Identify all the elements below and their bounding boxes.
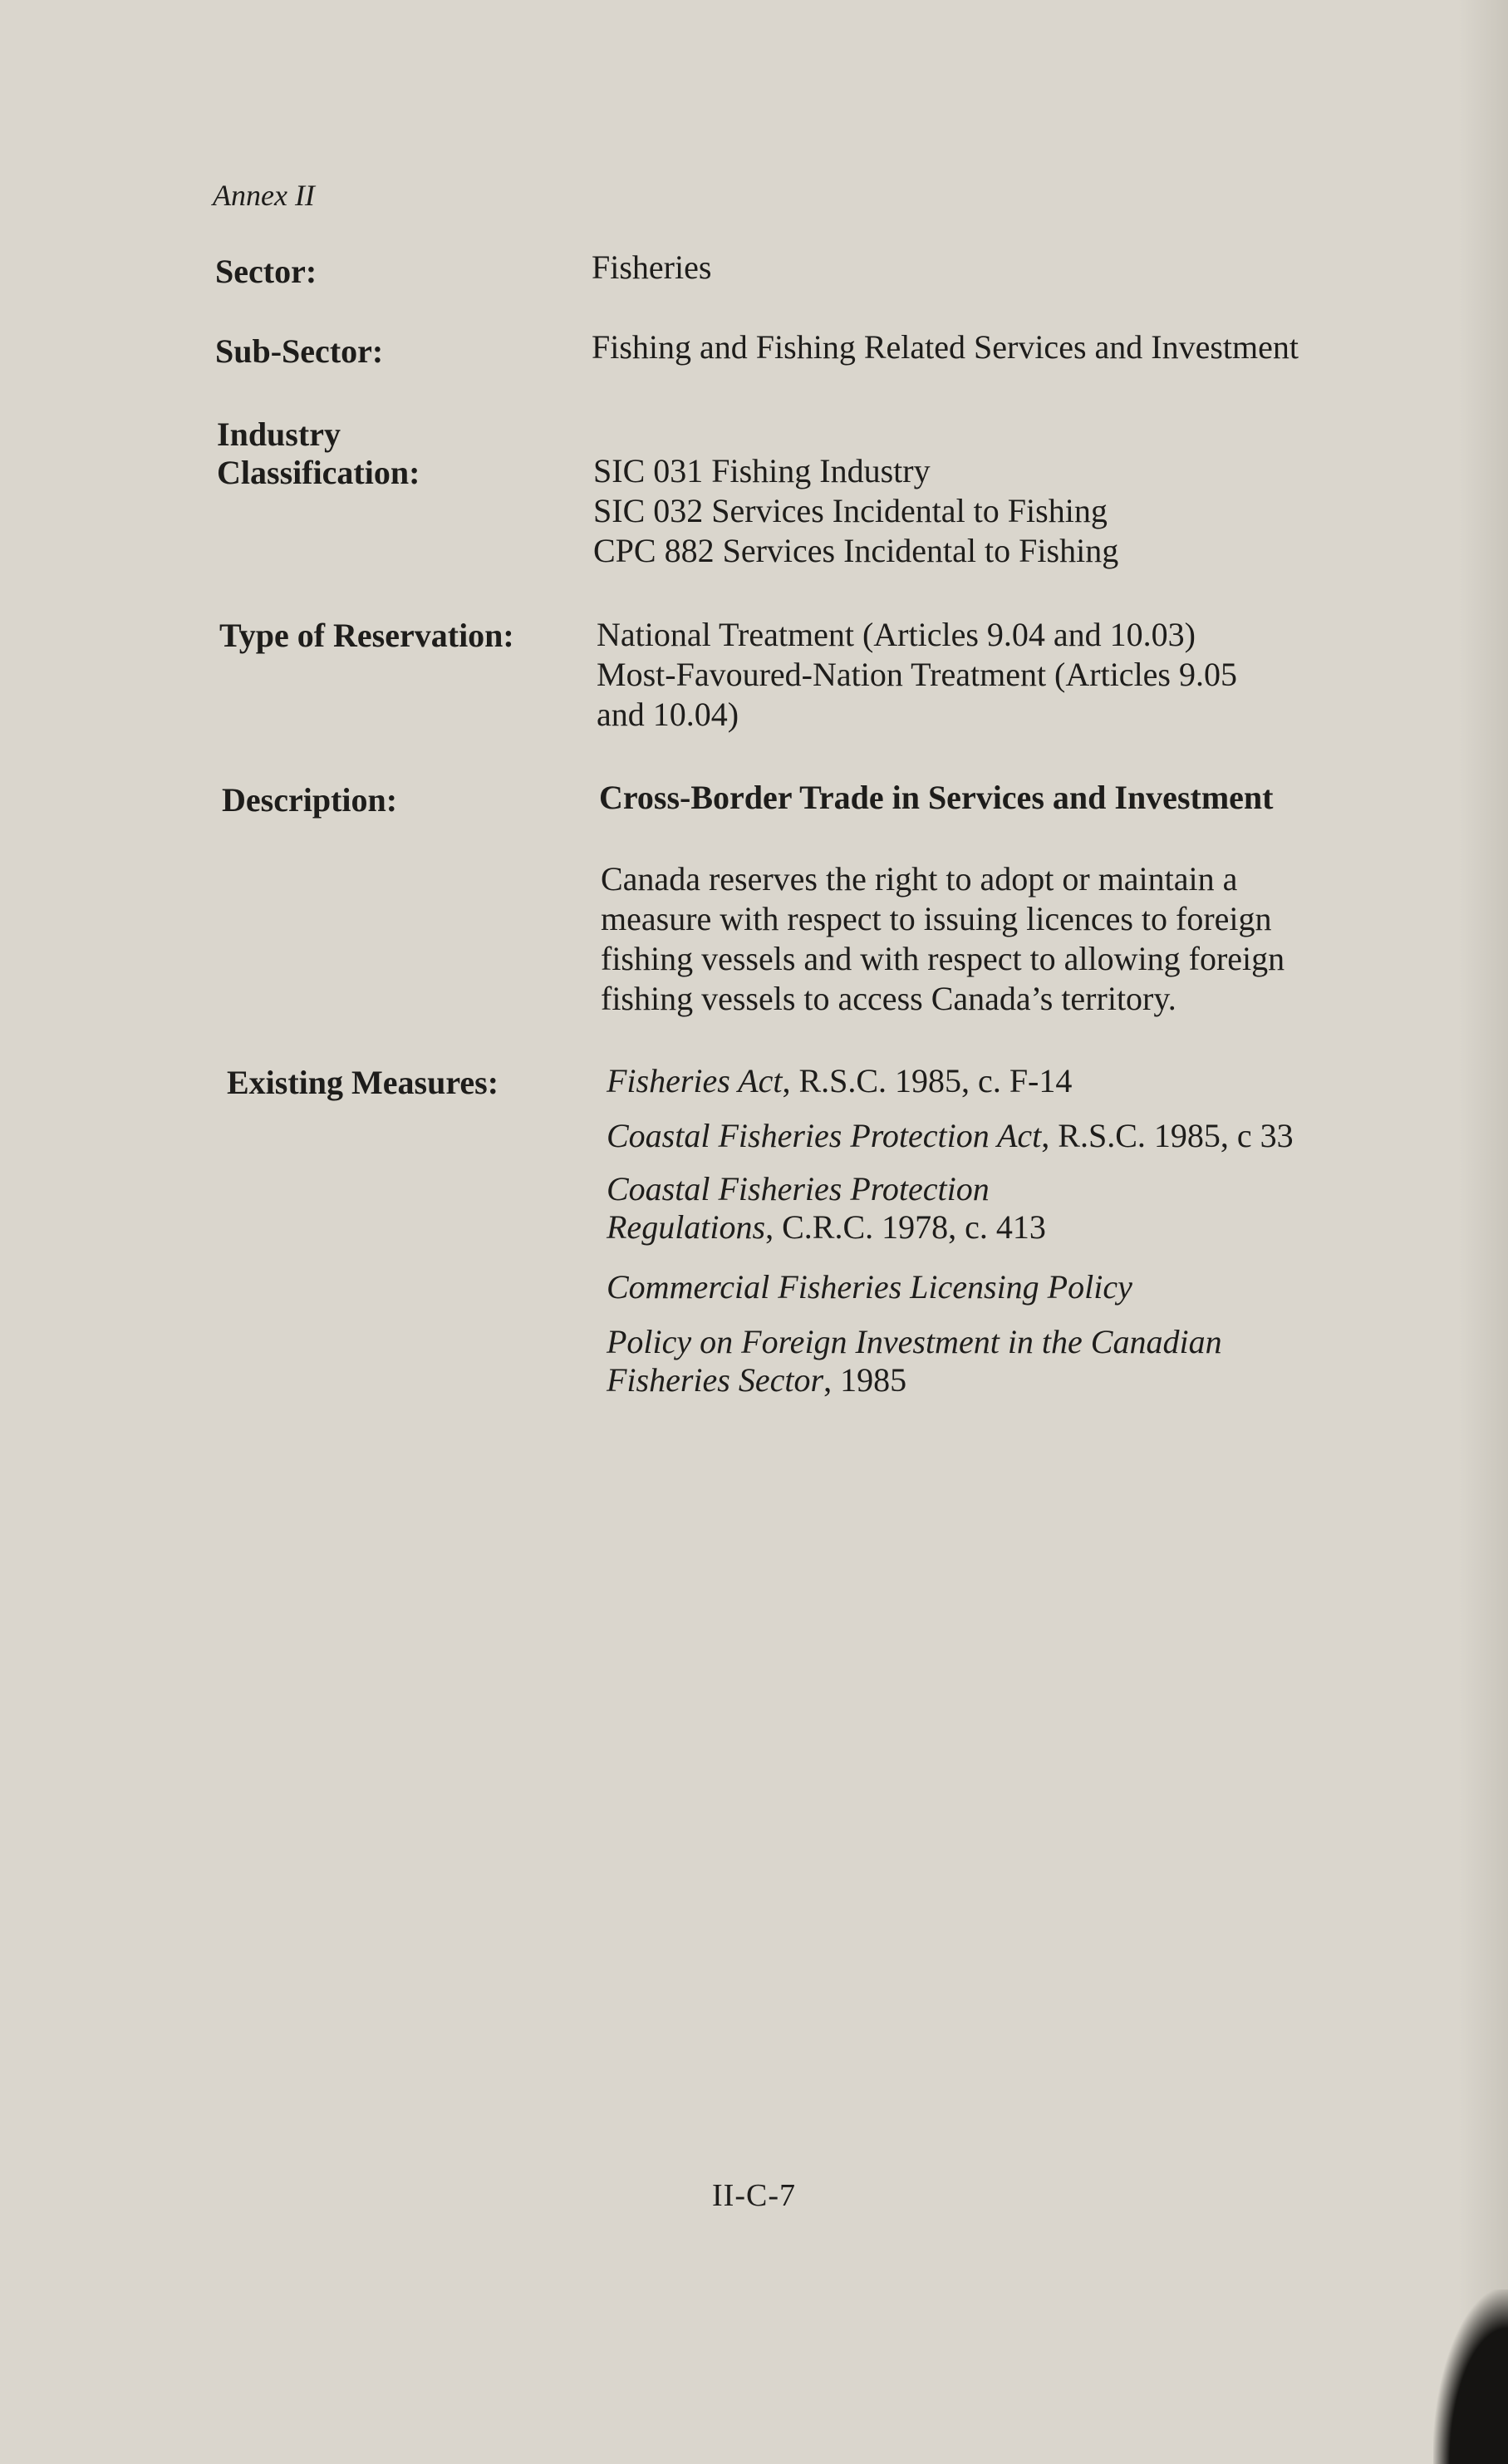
measure-title: Policy on Foreign Investment in the Canadian [607,1323,1222,1360]
industry-classification-label-line2: Classification: [217,454,420,491]
description-body [601,859,1285,1019]
measure-title: Coastal Fisheries Protection [607,1170,990,1207]
reservation-line: and 10.04) [597,696,739,733]
measure-title: Fisheries Act [607,1062,783,1099]
description-label: Description: [222,781,398,819]
description-line: fishing vessels and with respect to allowing foreign [601,940,1285,977]
measure-title: Coastal Fisheries Protection Act [607,1117,1042,1154]
measure-title: Commercial Fisheries Licensing Policy [607,1268,1132,1306]
existing-measures-label: Existing Measures: [227,1064,499,1101]
measure-item [607,1268,1132,1306]
reservation-line: National Treatment (Articles 9.04 and 10.03) [597,616,1196,653]
measure-title-continued: Fisheries Sector [607,1361,824,1399]
page-number: II-C-7 [712,2178,796,2213]
description-line: measure with respect to issuing licences to foreign [601,900,1272,937]
sector-value: Fisheries [592,248,712,286]
description-line: Canada reserves the right to adopt or maintain a [601,860,1238,898]
measure-item [607,1117,1294,1155]
measure-citation: , 1985 [823,1361,907,1399]
industry-classification-label [217,416,420,492]
measure-citation: , R.S.C. 1985, c 33 [1041,1117,1294,1154]
measure-item [607,1170,1046,1247]
measure-title-continued: Regulations [607,1208,766,1246]
industry-classification-label-line1: Industry [217,416,341,453]
measure-item [607,1323,1222,1399]
measure-citation: , C.R.C. 1978, c. 413 [765,1208,1046,1246]
measure-citation: , R.S.C. 1985, c. F-14 [782,1062,1073,1099]
measure-item [607,1062,1072,1100]
subsector-value: Fishing and Fishing Related Services and Investment [592,328,1299,366]
industry-classification-values [593,451,1118,571]
description-heading: Cross-Border Trade in Services and Investment [599,779,1274,816]
classification-code: SIC 031 Fishing Industry [593,452,931,489]
page-edge-shadow [1458,0,1508,2464]
classification-code: SIC 032 Services Incidental to Fishing [593,492,1108,529]
subsector-label: Sub-Sector: [215,332,384,370]
type-of-reservation-value [597,615,1237,735]
annex-header: Annex II [213,179,315,212]
page-corner-shadow [1433,2289,1508,2464]
classification-code: CPC 882 Services Incidental to Fishing [593,532,1119,569]
description-line: fishing vessels to access Canada’s territory. [601,980,1176,1017]
reservation-line: Most-Favoured-Nation Treatment (Articles 9.05 [597,656,1237,693]
sector-label: Sector: [215,253,317,290]
type-of-reservation-label: Type of Reservation: [219,617,514,654]
